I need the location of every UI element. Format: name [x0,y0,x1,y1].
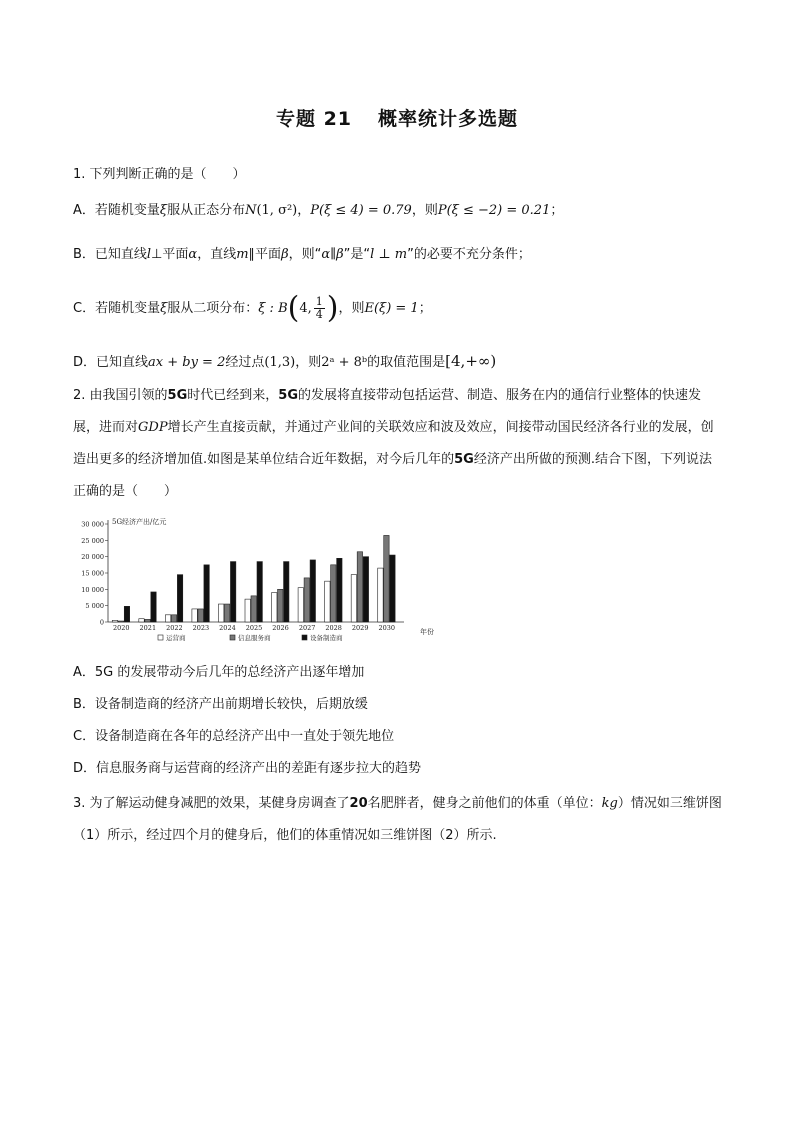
q1-option-a: A．若随机变量ξ服从正态分布N(1, σ²)，P(ξ ≤ 4) = 0.79，则P(ξ ≤ −2) = 0.21； [73,203,564,218]
bar-2024-2 [230,562,235,622]
bar-2028-0 [325,581,330,622]
legend-label-2: 设备制造商 [310,634,343,642]
bar-2030-0 [378,568,383,622]
bar-2020-0 [112,620,117,622]
bar-2026-0 [272,593,277,622]
q2-option-d: D．信息服务商与运营商的经济产出的差距有逐步拉大的趋势 [73,761,422,776]
x-axis-label: 年份 [420,628,434,636]
y-tick-label: 10 000 [81,585,104,594]
bar-2025-1 [251,596,256,622]
series-label: 专题 21 [275,108,353,130]
y-tick-label: 30 000 [81,520,104,529]
bar-2029-2 [363,557,368,622]
q2-stem: 2. 由我国引领的5G时代已经到来，5G的发展将直接带动包括运营、制造、服务在内的通信行业整体的快速发展，进而对GDP增长产生直接贡献，并通过产业间的关联效应和波及效应，间接带动国民经济各行业的发展，创造出更多的经济增加值.如图是某单位结合近年数据，对今后几年的5G经济产出所做的预测.结合下图，下列说法正确的是（ ） [73,388,714,499]
bar-2030-2 [390,555,395,622]
bar-2027-2 [310,560,315,622]
bar-2024-0 [218,604,223,622]
bar-2029-1 [357,552,362,622]
x-tick-label: 2029 [351,624,369,632]
x-tick-label: 2023 [192,624,210,632]
q2-option-a: A．5G 的发展带动今后几年的总经济产出逐年增加 [73,665,365,680]
legend-swatch-2 [302,635,307,640]
q3-stem: 3. 为了解运动健身减肥的效果，某健身房调查了20名肥胖者，健身之前他们的体重（单位：kg）情况如三维饼图（1）所示，经过四个月的健身后，他们的体重情况如三维饼图（2）所示. [73,796,722,843]
bar-2022-1 [171,615,176,622]
x-tick-label: 2024 [219,624,236,632]
legend-label-1: 信息服务商 [238,634,271,642]
bar-2026-2 [284,562,289,622]
bar-2021-0 [139,619,144,622]
legend-swatch-1 [230,635,235,640]
bar-2023-0 [192,609,197,622]
x-tick-label: 2028 [325,624,342,632]
bar-2021-2 [151,592,156,622]
bar-2028-2 [337,558,342,622]
y-tick-label: 25 000 [81,536,104,545]
x-tick-label: 2026 [272,624,289,632]
legend-swatch-0 [158,635,163,640]
legend-label-0: 运营商 [166,634,186,642]
bar-2029-0 [351,575,356,622]
bar-2030-1 [384,535,389,622]
topic-label: 概率统计多选题 [378,108,519,130]
q1-option-b: B．已知直线l⊥平面α，直线m∥平面β，则“α∥β”是“l ⊥ m”的必要不充分条件； [73,247,531,262]
y-tick-label: 15 000 [81,569,104,578]
bar-2022-0 [165,615,170,622]
bar-chart [70,512,440,642]
bar-2020-2 [124,606,129,622]
y-tick-label: 5 000 [85,602,104,611]
y-tick-label: 20 000 [81,553,104,562]
x-tick-label: 2027 [298,624,316,632]
bar-2027-1 [304,578,309,622]
x-tick-label: 2021 [139,624,157,632]
bar-2021-1 [145,619,150,622]
bar-2020-1 [118,621,123,622]
bar-2023-1 [198,609,203,622]
bar-2028-1 [331,565,336,622]
x-tick-label: 2025 [245,624,263,632]
bar-2023-2 [204,565,209,622]
q1-option-c: C．若随机变量ξ服从二项分布：ξ : B(4, $\frac{1}{4}$ )，则E(ξ) = 1； [73,290,432,326]
chart-title: 5G经济产出/亿元 [112,518,167,526]
q1-stem: 1. 下列判断正确的是（ ） [73,167,246,182]
bar-2025-0 [245,599,250,622]
x-tick-label: 2030 [378,624,396,632]
bar-2025-2 [257,562,262,622]
bar-2027-0 [298,588,303,622]
x-tick-label: 2022 [166,624,183,632]
page-title [0,104,794,131]
bar-2024-1 [224,604,229,622]
q2-option-c: C．设备制造商在各年的总经济产出中一直处于领先地位 [73,729,395,744]
bar-2022-2 [177,575,182,622]
x-tick-label: 2020 [112,624,130,632]
q2-option-b: B．设备制造商的经济产出前期增长较快，后期放缓 [73,697,368,712]
y-tick-label: 0 [99,618,104,627]
bar-2026-1 [278,589,283,622]
q1-option-d: D．已知直线ax + by = 2经过点(1,3)，则2ᵃ + 8ᵇ的取值范围是[4,+∞) [73,352,497,370]
